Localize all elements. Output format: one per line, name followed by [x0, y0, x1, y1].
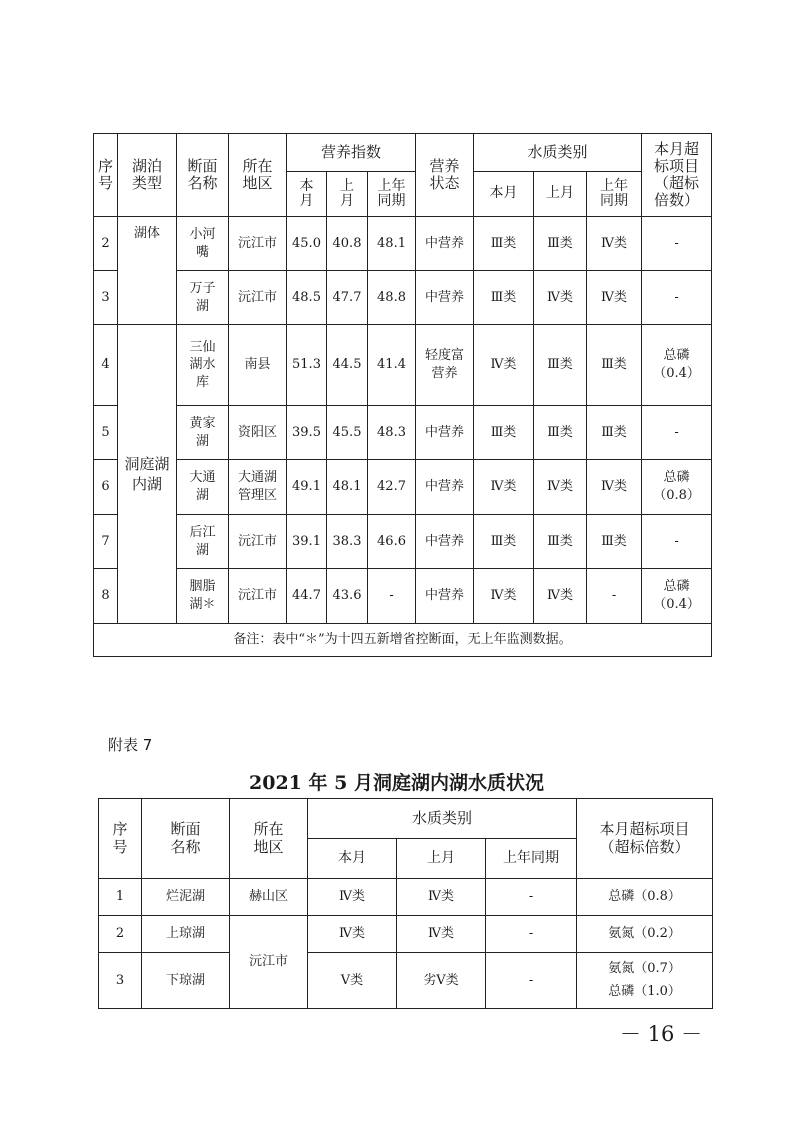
- cell-wc-yoy: Ⅲ类: [587, 325, 642, 406]
- cell-ti-last: 43.6: [327, 569, 368, 624]
- cell-region: 沅江市: [229, 515, 287, 569]
- cell-wc-last: Ⅳ类: [397, 916, 486, 953]
- header-ti-this-month: 本 月: [287, 172, 327, 217]
- cell-wc-this: Ⅲ类: [474, 406, 534, 460]
- cell-ti-yoy: 46.6: [368, 515, 416, 569]
- header-wc-last-month: 上月: [397, 839, 486, 879]
- cell-state: 中营养: [416, 569, 474, 624]
- cell-wc-this: Ⅲ类: [474, 217, 534, 271]
- cell-state: 中营养: [416, 515, 474, 569]
- cell-wc-last: 劣Ⅴ类: [397, 953, 486, 1009]
- cell-wc-last: Ⅲ类: [534, 217, 587, 271]
- cell-seq: 6: [94, 460, 118, 515]
- cell-exceed: -: [642, 515, 712, 569]
- cell-state: 中营养: [416, 460, 474, 515]
- cell-exceed: 总磷 （0.8）: [642, 460, 712, 515]
- header-ti-last-month: 上 月: [327, 172, 368, 217]
- cell-lake-type: 洞庭湖 内湖: [118, 325, 177, 624]
- cell-wc-this: Ⅳ类: [474, 325, 534, 406]
- header-section: 断面 名称: [177, 134, 229, 217]
- cell-ti-last: 47.7: [327, 271, 368, 325]
- cell-ti-this: 51.3: [287, 325, 327, 406]
- header-trophic-state: 营养 状态: [416, 134, 474, 217]
- header-lake-type: 湖泊 类型: [118, 134, 177, 217]
- lake-trophic-table: [93, 133, 712, 657]
- cell-section: 烂泥湖: [142, 879, 230, 916]
- cell-seq: 2: [94, 217, 118, 271]
- header-water-class: 水质类别: [474, 134, 642, 172]
- cell-section: 胭脂 湖＊: [177, 569, 229, 624]
- table-row: [94, 217, 712, 271]
- inner-lake-water-quality-table: [98, 798, 713, 1009]
- cell-ti-this: 49.1: [287, 460, 327, 515]
- cell-region: 沅江市: [229, 569, 287, 624]
- cell-exceed: -: [642, 406, 712, 460]
- cell-section: 下琼湖: [142, 953, 230, 1009]
- cell-wc-yoy: -: [587, 569, 642, 624]
- header-wc-last-year: 上年 同期: [587, 172, 642, 217]
- table-row: [94, 569, 712, 624]
- table-row: [94, 406, 712, 460]
- cell-wc-this: Ⅳ类: [474, 460, 534, 515]
- cell-lake-type: 湖体: [118, 217, 177, 325]
- cell-ti-last: 48.1: [327, 460, 368, 515]
- cell-ti-yoy: 48.1: [368, 217, 416, 271]
- cell-section: 黄家 湖: [177, 406, 229, 460]
- page-number: － 16 －: [620, 1022, 703, 1046]
- cell-ti-this: 39.1: [287, 515, 327, 569]
- table-note: 备注：表中“＊”为十四五新增省控断面，无上年监测数据。: [94, 624, 712, 657]
- cell-wc-yoy: Ⅳ类: [587, 460, 642, 515]
- cell-ti-last: 38.3: [327, 515, 368, 569]
- table-row: [94, 460, 712, 515]
- cell-ti-yoy: -: [368, 569, 416, 624]
- cell-wc-last: Ⅳ类: [397, 879, 486, 916]
- cell-exceed: -: [642, 217, 712, 271]
- header-ti-last-year: 上年 同期: [368, 172, 416, 217]
- header-region: 所在 地区: [229, 134, 287, 217]
- cell-exceed: 总磷 （0.4）: [642, 325, 712, 406]
- header-wc-this-month: 本月: [308, 839, 397, 879]
- cell-seq: 7: [94, 515, 118, 569]
- cell-region: 沅江市: [229, 217, 287, 271]
- cell-ti-yoy: 42.7: [368, 460, 416, 515]
- cell-region: 资阳区: [229, 406, 287, 460]
- cell-section: 小河 嘴: [177, 217, 229, 271]
- cell-exceed: 总磷（0.8）: [577, 879, 713, 916]
- cell-seq: 5: [94, 406, 118, 460]
- cell-wc-this: Ⅳ类: [308, 879, 397, 916]
- cell-state: 中营养: [416, 217, 474, 271]
- cell-seq: 3: [94, 271, 118, 325]
- cell-wc-this: Ⅲ类: [474, 271, 534, 325]
- cell-wc-yoy: Ⅳ类: [587, 271, 642, 325]
- cell-section: 三仙 湖水 库: [177, 325, 229, 406]
- cell-ti-this: 48.5: [287, 271, 327, 325]
- appendix-label: 附表 7: [108, 736, 153, 754]
- cell-section: 后江 湖: [177, 515, 229, 569]
- cell-seq: 4: [94, 325, 118, 406]
- cell-wc-this: Ⅲ类: [474, 515, 534, 569]
- table-row: [99, 953, 713, 1009]
- cell-ti-this: 45.0: [287, 217, 327, 271]
- cell-ti-last: 44.5: [327, 325, 368, 406]
- cell-region: 沅江市: [229, 271, 287, 325]
- cell-region: 大通湖 管理区: [229, 460, 287, 515]
- cell-seq: 2: [99, 916, 142, 953]
- cell-exceed: 氨氮（0.2）: [577, 916, 713, 953]
- table-row: [94, 325, 712, 406]
- table-row: [94, 271, 712, 325]
- cell-ti-yoy: 48.3: [368, 406, 416, 460]
- cell-wc-yoy: Ⅲ类: [587, 515, 642, 569]
- header-wc-last-year: 上年同期: [486, 839, 577, 879]
- cell-wc-this: Ⅳ类: [308, 916, 397, 953]
- header-exceed: 本月超标项目 （超标倍数）: [577, 799, 713, 879]
- cell-seq: 3: [99, 953, 142, 1009]
- header-section: 断面 名称: [142, 799, 230, 879]
- cell-seq: 8: [94, 569, 118, 624]
- header-region: 所在 地区: [230, 799, 308, 879]
- cell-ti-last: 45.5: [327, 406, 368, 460]
- cell-seq: 1: [99, 879, 142, 916]
- cell-state: 中营养: [416, 406, 474, 460]
- cell-wc-yoy: -: [486, 879, 577, 916]
- header-water-class: 水质类别: [308, 799, 577, 839]
- header-seq: 序 号: [99, 799, 142, 879]
- cell-wc-yoy: Ⅳ类: [587, 217, 642, 271]
- cell-ti-this: 44.7: [287, 569, 327, 624]
- cell-state: 中营养: [416, 271, 474, 325]
- cell-region: 赫山区: [230, 879, 308, 916]
- cell-state: 轻度富 营养: [416, 325, 474, 406]
- cell-exceed: -: [642, 271, 712, 325]
- cell-wc-last: Ⅳ类: [534, 569, 587, 624]
- cell-section: 大通 湖: [177, 460, 229, 515]
- cell-wc-this: Ⅴ类: [308, 953, 397, 1009]
- cell-wc-yoy: Ⅲ类: [587, 406, 642, 460]
- header-exceed: 本月超 标项目 （超标 倍数）: [642, 134, 712, 217]
- header-trophic-index: 营养指数: [287, 134, 416, 172]
- cell-wc-last: Ⅲ类: [534, 406, 587, 460]
- cell-exceed: 氨氮（0.7） 总磷（1.0）: [577, 953, 713, 1009]
- cell-section: 万子 湖: [177, 271, 229, 325]
- cell-ti-this: 39.5: [287, 406, 327, 460]
- header-seq: 序 号: [94, 134, 118, 217]
- table-row: [94, 515, 712, 569]
- cell-wc-last: Ⅲ类: [534, 515, 587, 569]
- cell-wc-last: Ⅲ类: [534, 325, 587, 406]
- cell-wc-last: Ⅳ类: [534, 271, 587, 325]
- cell-ti-yoy: 41.4: [368, 325, 416, 406]
- cell-exceed: 总磷 （0.4）: [642, 569, 712, 624]
- header-wc-this-month: 本月: [474, 172, 534, 217]
- cell-wc-last: Ⅳ类: [534, 460, 587, 515]
- cell-ti-yoy: 48.8: [368, 271, 416, 325]
- cell-ti-last: 40.8: [327, 217, 368, 271]
- table-row: [99, 879, 713, 916]
- cell-region: 沅江市: [230, 916, 308, 1009]
- cell-section: 上琼湖: [142, 916, 230, 953]
- cell-region: 南县: [229, 325, 287, 406]
- cell-wc-this: Ⅳ类: [474, 569, 534, 624]
- cell-wc-yoy: -: [486, 953, 577, 1009]
- table-title: 2021 年 5 月洞庭湖内湖水质状况: [249, 772, 544, 794]
- cell-wc-yoy: -: [486, 916, 577, 953]
- header-wc-last-month: 上月: [534, 172, 587, 217]
- table-row: [99, 916, 713, 953]
